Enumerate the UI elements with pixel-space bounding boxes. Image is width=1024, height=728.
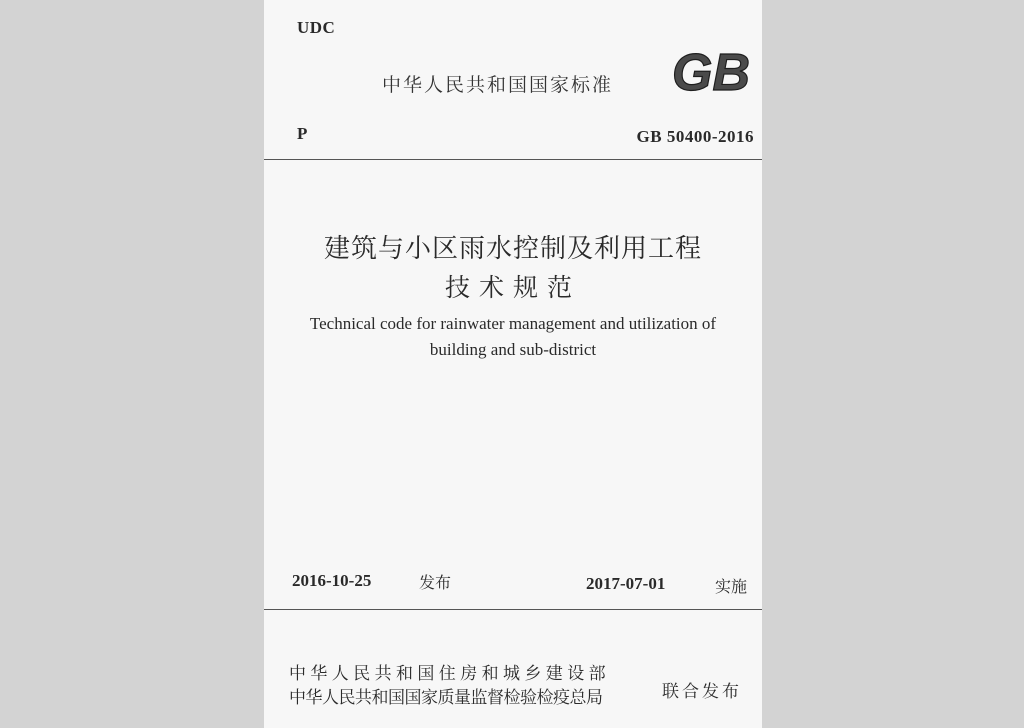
issue-label: 发布 <box>419 573 452 592</box>
udc-label: UDC <box>297 18 336 37</box>
national-standard-title: 中华人民共和国国家标准 <box>382 74 614 96</box>
gb-logo <box>662 44 760 98</box>
title-en-line1: Technical code for rainwater management and utilization of <box>309 314 717 333</box>
top-divider <box>264 159 762 160</box>
bottom-divider <box>264 609 762 610</box>
gb-logo-text: GB <box>672 44 750 98</box>
title-en-line2: building and sub-district <box>429 340 597 359</box>
issuing-authority-2: 中华人民共和国国家质量监督检验检疫总局 <box>289 688 603 708</box>
joint-issue-label: 联合发布 <box>662 682 742 702</box>
standard-cover-page <box>264 0 762 728</box>
issue-date: 2016-10-25 <box>292 571 372 590</box>
implementation-label: 实施 <box>715 577 748 596</box>
title-zh-line1: 建筑与小区雨水控制及利用工程 <box>323 234 702 264</box>
implementation-date: 2017-07-01 <box>586 574 666 593</box>
classification-code: P <box>297 124 308 143</box>
issuing-authority-1: 中华人民共和国住房和城乡建设部 <box>289 664 610 684</box>
title-zh-line2: 技术规范 <box>444 273 581 302</box>
standard-number: GB 50400-2016 <box>636 127 754 146</box>
